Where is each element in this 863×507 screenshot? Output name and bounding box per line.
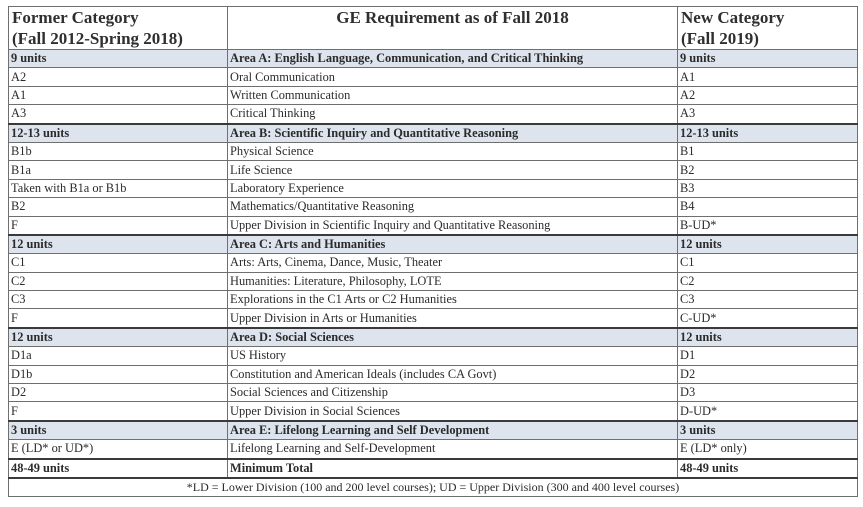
former-category-cell: 48-49 units: [9, 459, 228, 478]
new-category-cell: 48-49 units: [678, 459, 858, 478]
new-category-cell: B4: [678, 198, 858, 216]
table-row: [9, 105, 858, 124]
area-summary-row: [9, 421, 858, 440]
table-row: [9, 254, 858, 272]
area-summary-row: [9, 328, 858, 347]
table-row: [9, 291, 858, 309]
table-row: [9, 272, 858, 290]
former-category-cell: Taken with B1a or B1b: [9, 179, 228, 197]
former-category-cell: B1a: [9, 161, 228, 179]
former-category-cell: 12 units: [9, 328, 228, 347]
table-row: [9, 384, 858, 402]
former-category-cell: D1b: [9, 365, 228, 383]
new-category-cell: A1: [678, 68, 858, 86]
former-category-cell: B2: [9, 198, 228, 216]
former-category-cell: 9 units: [9, 50, 228, 68]
ge-requirement-cell: Oral Communication: [228, 68, 678, 86]
ge-requirement-cell: Constitution and American Ideals (includes CA Govt): [228, 365, 678, 383]
table-row: [9, 402, 858, 421]
new-category-cell: C-UD*: [678, 309, 858, 328]
new-category-cell: E (LD* only): [678, 440, 858, 459]
new-category-cell: B1: [678, 142, 858, 160]
former-category-cell: F: [9, 216, 228, 235]
area-summary-row: [9, 235, 858, 254]
new-category-cell: B3: [678, 179, 858, 197]
header-former-category: Former Category: [9, 7, 228, 29]
minimum-total-row: [9, 459, 858, 478]
ge-requirement-cell: Mathematics/Quantitative Reasoning: [228, 198, 678, 216]
footnote-row: [9, 478, 858, 497]
former-category-cell: B1b: [9, 142, 228, 160]
new-category-cell: C3: [678, 291, 858, 309]
new-category-cell: A3: [678, 105, 858, 124]
former-category-cell: A3: [9, 105, 228, 124]
ge-requirement-cell: Physical Science: [228, 142, 678, 160]
ge-requirement-cell: Area C: Arts and Humanities: [228, 235, 678, 254]
table-row: [9, 309, 858, 328]
new-category-cell: D2: [678, 365, 858, 383]
new-category-cell: D3: [678, 384, 858, 402]
ge-requirements-table: [8, 6, 858, 497]
table-row: [9, 68, 858, 86]
ge-requirement-cell: Written Communication: [228, 86, 678, 104]
former-category-cell: C1: [9, 254, 228, 272]
new-category-cell: C1: [678, 254, 858, 272]
former-category-cell: E (LD* or UD*): [9, 440, 228, 459]
former-category-cell: 12 units: [9, 235, 228, 254]
former-category-cell: D2: [9, 384, 228, 402]
ge-table-container: [8, 6, 857, 497]
table-row: [9, 216, 858, 235]
former-category-cell: 3 units: [9, 421, 228, 440]
area-summary-row: [9, 50, 858, 68]
new-category-cell: B2: [678, 161, 858, 179]
ge-requirement-cell: Critical Thinking: [228, 105, 678, 124]
former-category-cell: A2: [9, 68, 228, 86]
ge-requirement-cell: Area D: Social Sciences: [228, 328, 678, 347]
header-new-dates: (Fall 2019): [678, 28, 858, 50]
new-category-cell: 12 units: [678, 328, 858, 347]
table-row: [9, 179, 858, 197]
former-category-cell: 12-13 units: [9, 124, 228, 143]
ge-requirement-cell: Explorations in the C1 Arts or C2 Humanities: [228, 291, 678, 309]
former-category-cell: F: [9, 402, 228, 421]
header-ge-requirement: GE Requirement as of Fall 2018: [228, 7, 678, 50]
ge-requirement-cell: Laboratory Experience: [228, 179, 678, 197]
new-category-cell: 12-13 units: [678, 124, 858, 143]
table-row: [9, 440, 858, 459]
table-row: [9, 347, 858, 365]
area-summary-row: [9, 124, 858, 143]
header-new-category: New Category: [678, 7, 858, 29]
ge-requirement-cell: Upper Division in Scientific Inquiry and Quantitative Reasoning: [228, 216, 678, 235]
header-row-1: [9, 7, 858, 29]
new-category-cell: B-UD*: [678, 216, 858, 235]
ge-requirement-cell: Area A: English Language, Communication, and Critical Thinking: [228, 50, 678, 68]
ge-requirement-cell: Upper Division in Social Sciences: [228, 402, 678, 421]
former-category-cell: C3: [9, 291, 228, 309]
ge-requirement-cell: Minimum Total: [228, 459, 678, 478]
ge-requirement-cell: Area E: Lifelong Learning and Self Development: [228, 421, 678, 440]
ge-requirement-cell: Social Sciences and Citizenship: [228, 384, 678, 402]
new-category-cell: D1: [678, 347, 858, 365]
header-former-dates: (Fall 2012-Spring 2018): [9, 28, 228, 50]
new-category-cell: 3 units: [678, 421, 858, 440]
table-row: [9, 142, 858, 160]
table-row: [9, 198, 858, 216]
former-category-cell: A1: [9, 86, 228, 104]
new-category-cell: A2: [678, 86, 858, 104]
ge-requirement-cell: Life Science: [228, 161, 678, 179]
table-row: [9, 86, 858, 104]
ge-requirement-cell: Area B: Scientific Inquiry and Quantitative Reasoning: [228, 124, 678, 143]
former-category-cell: F: [9, 309, 228, 328]
new-category-cell: 9 units: [678, 50, 858, 68]
ge-requirement-cell: Upper Division in Arts or Humanities: [228, 309, 678, 328]
ge-requirement-cell: Humanities: Literature, Philosophy, LOTE: [228, 272, 678, 290]
former-category-cell: D1a: [9, 347, 228, 365]
ge-requirement-cell: Arts: Arts, Cinema, Dance, Music, Theater: [228, 254, 678, 272]
new-category-cell: 12 units: [678, 235, 858, 254]
table-body: [9, 50, 858, 497]
ge-requirement-cell: Lifelong Learning and Self-Development: [228, 440, 678, 459]
table-row: [9, 365, 858, 383]
table-row: [9, 161, 858, 179]
new-category-cell: C2: [678, 272, 858, 290]
former-category-cell: C2: [9, 272, 228, 290]
new-category-cell: D-UD*: [678, 402, 858, 421]
footnote: *LD = Lower Division (100 and 200 level courses); UD = Upper Division (300 and 400 level courses): [9, 478, 858, 497]
ge-requirement-cell: US History: [228, 347, 678, 365]
